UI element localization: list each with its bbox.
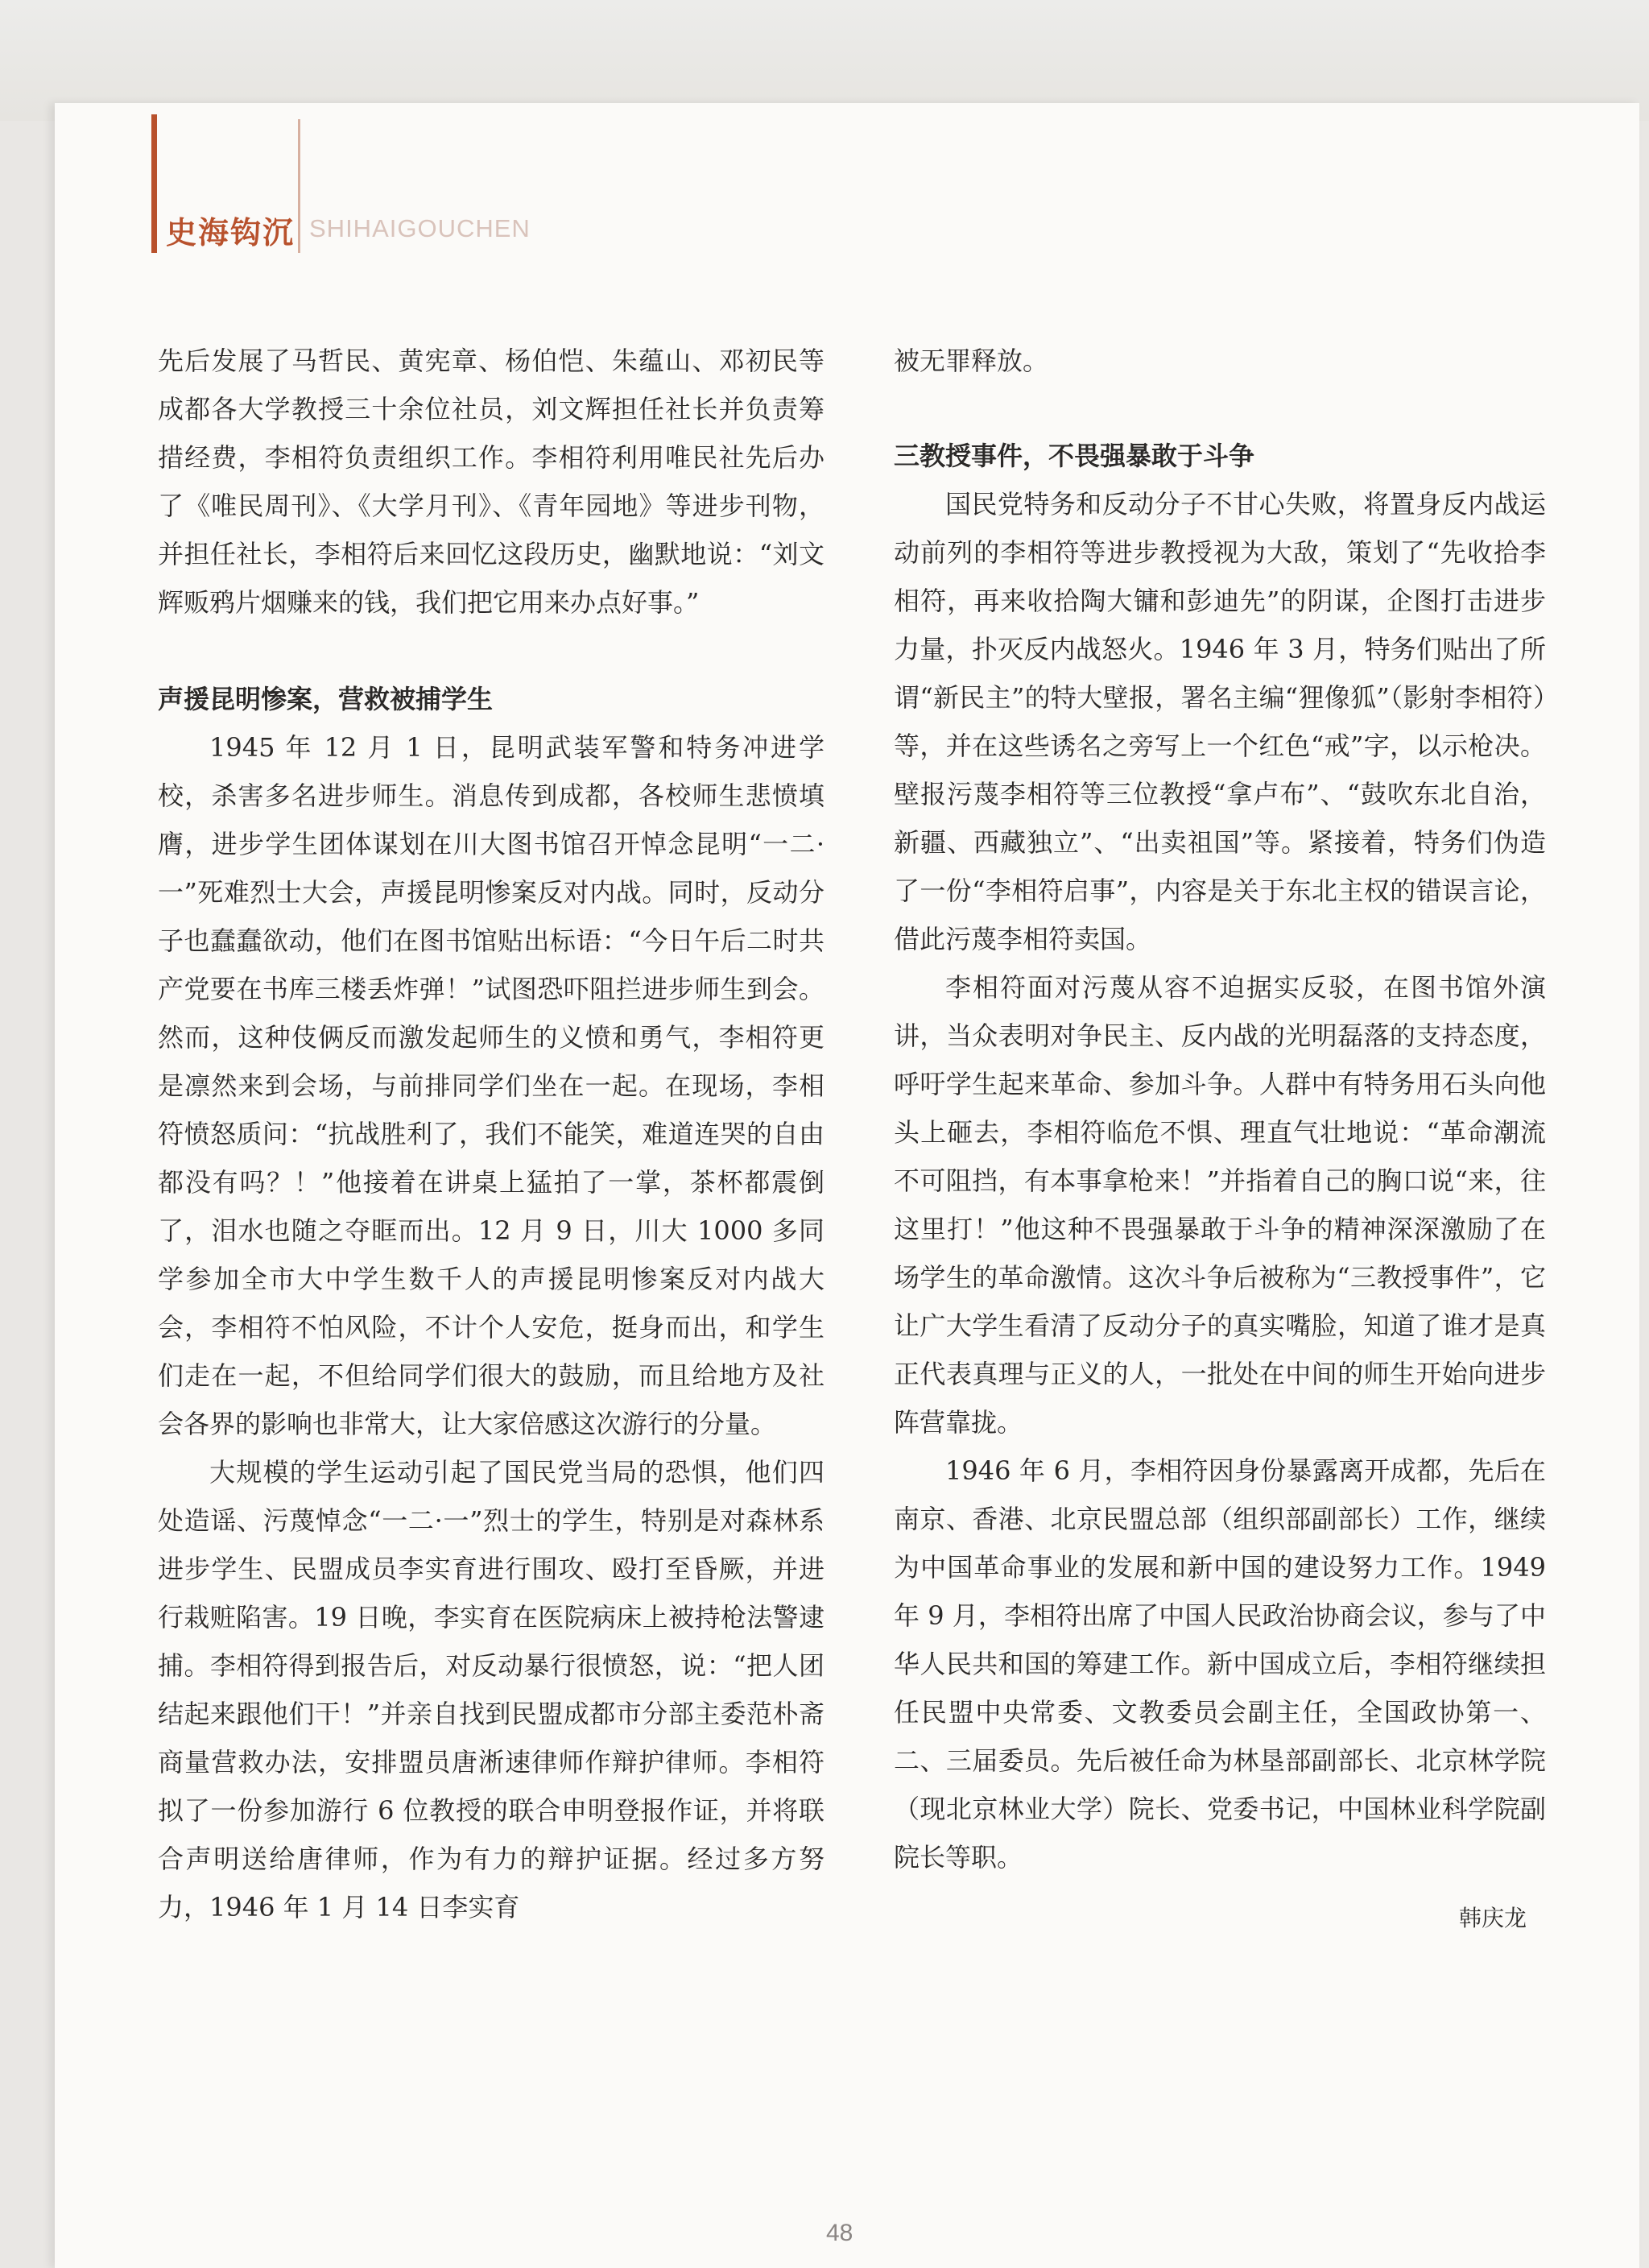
author-byline: 韩庆龙 xyxy=(1458,1905,1527,1931)
right-paragraph-1: 被无罪释放。 xyxy=(894,346,1049,376)
header-accent-bar xyxy=(151,114,157,253)
subheading-three-professors: 三教授事件，不畏强暴敢于斗争 xyxy=(894,441,1255,471)
section-title: 史海钩沉 xyxy=(166,214,295,250)
page-number: 48 xyxy=(826,2220,853,2246)
left-paragraph-1: 先后发展了马哲民、黄宪章、杨伯恺、朱蕴山、邓初民等成都各大学教授三十余位社员，刘文辉担任社长并负责筹措经费，李相符负责组织工作。李相符利用唯民社先后办了《唯民周刊》、《大学月刊》、《青年园地》等进步刊物，并担任社长，李相符后来回忆这段历史，幽默地说：“刘文辉贩鸦片烟赚来的钱，我们把它用来办点好事。” xyxy=(158,346,824,618)
right-paragraph-3: 李相符面对污蔑从容不迫据实反驳，在图书馆外演讲，当众表明对争民主、反内战的光明磊落的支持态度，呼吁学生起来革命、参加斗争。人群中有特务用石头向他头上砸去，李相符临危不惧、理直气壮地说：“革命潮流不可阻挡，有本事拿枪来！”并指着自己的胸口说“来，往这里打！”他这种不畏强暴敢于斗争的精神深深激励了在场学生的革命激情。这次斗争后被称为“三教授事件”，它让广大学生看清了反动分子的真实嘴脸，知道了谁才是真正代表真理与正义的人，一批处在中间的师生开始向进步阵营靠拢。 xyxy=(894,972,1546,1438)
spacer xyxy=(158,627,824,675)
right-column xyxy=(894,337,1546,1943)
left-column xyxy=(158,337,824,1931)
section-subtitle: SHIHAIGOUCHEN xyxy=(309,214,531,242)
subheading-kunming: 声援昆明惨案，营救被捕学生 xyxy=(158,684,494,714)
spacer xyxy=(894,385,1546,432)
right-paragraph-4: 1946 年 6 月，李相符因身份暴露离开成都，先后在南京、香港、北京民盟总部（组织部副部长）工作，继续为中国革命事业的发展和新中国的建设努力工作。1949 年 9 月，李相符出席了中国人民政治协商会议，参与了中华人民共和国的筹建工作。新中国成立后，李相符继续担任民盟中央常委、文教委员会副主任，全国政协第一、二、三届委员。先后被任命为林垦部副部长、北京林学院（现北京林业大学）院长、党委书记，中国林业科学院副院长等职。 xyxy=(894,1455,1546,1873)
header-divider xyxy=(298,119,300,253)
right-paragraph-2: 国民党特务和反动分子不甘心失败，将置身反内战运动前列的李相符等进步教授视为大敌，策划了“先收拾李相符，再来收拾陶大镛和彭迪先”的阴谋，企图打击进步力量，扑灭反内战怒火。1946 年 3 月，特务们贴出了所谓“新民主”的特大壁报，署名主编“狸像狐”（影射李相符）等，并在这些诱名之旁写上一个红色“戒”字，以示枪决。壁报污蔑李相符等三位教授“拿卢布”、“鼓吹东北自治，新疆、西藏独立”、“出卖祖国”等。紧接着，特务们伪造了一份“李相符启事”，内容是关于东北主权的错误言论，借此污蔑李相符卖国。 xyxy=(894,489,1546,954)
left-paragraph-2: 1945 年 12 月 1 日，昆明武装军警和特务冲进学校，杀害多名进步师生。消息传到成都，各校师生悲愤填膺，进步学生团体谋划在川大图书馆召开悼念昆明“一二·一”死难烈士大会，声援昆明惨案反对内战。同时，反动分子也蠢蠢欲动，他们在图书馆贴出标语：“今日午后二时共产党要在书库三楼丢炸弹！”试图恐吓阻拦进步师生到会。然而，这种伎俩反而激发起师生的义愤和勇气，李相符更是凛然来到会场，与前排同学们坐在一起。在现场，李相符愤怒质问：“抗战胜利了，我们不能笑，难道连哭的自由都没有吗？！”他接着在讲桌上猛拍了一掌，茶杯都震倒了，泪水也随之夺眶而出。12 月 9 日，川大 1000 多同学参加全市大中学生数千人的声援昆明惨案反对内战大会，李相符不怕风险，不计个人安危，挺身而出，和学生们走在一起，不但给同学们很大的鼓励，而且给地方及社会各界的影响也非常大，让大家倍感这次游行的分量。 xyxy=(158,732,824,1439)
left-paragraph-3: 大规模的学生运动引起了国民党当局的恐惧，他们四处造谣、污蔑悼念“一二·一”烈士的学生，特别是对森林系进步学生、民盟成员李实育进行围攻、殴打至昏厥，并进行栽赃陷害。19 日晚，李实育在医院病床上被持枪法警逮捕。李相符得到报告后，对反动暴行很愤怒，说：“把人团结起来跟他们干！”并亲自找到民盟成都市分部主委范朴斋商量营救办法，安排盟员唐淅速律师作辩护律师。李相符拟了一份参加游行 6 位教授的联合申明登报作证，并将联合声明送给唐律师，作为有力的辩护证据。经过多方努力，1946 年 1 月 14 日李实育 xyxy=(158,1457,824,1922)
